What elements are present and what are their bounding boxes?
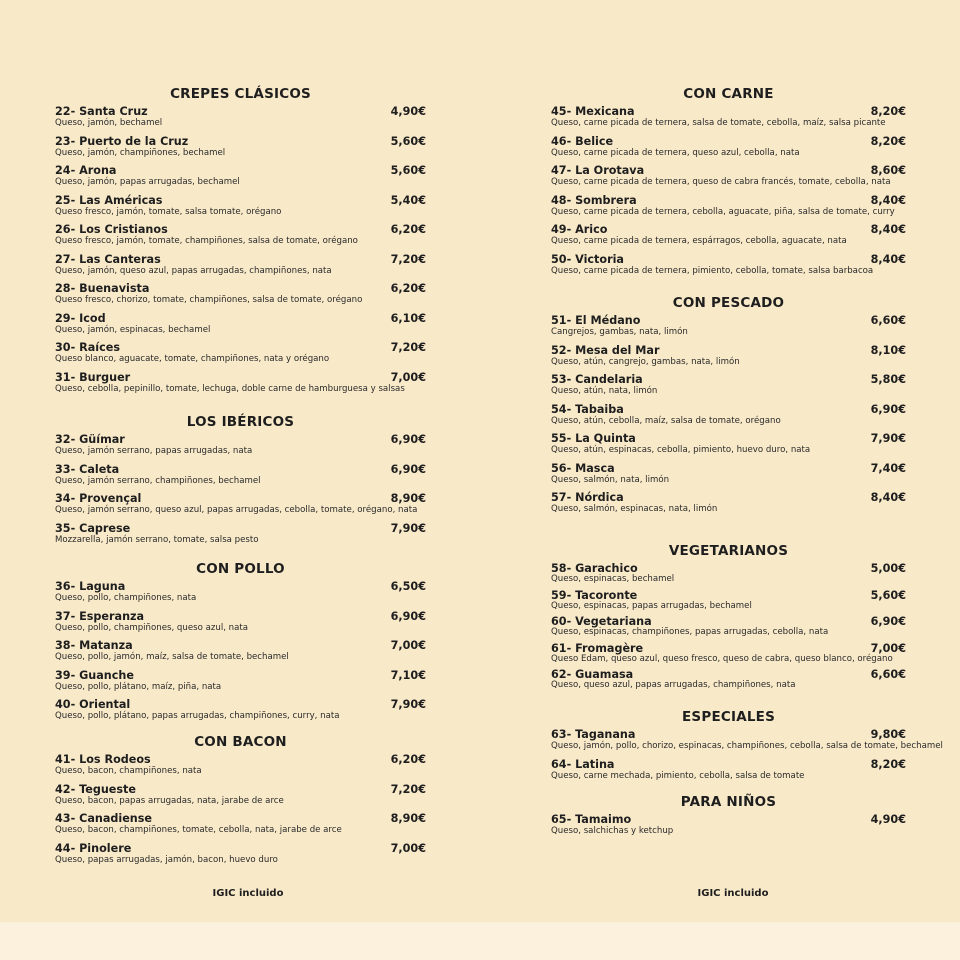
item-description: Queso, pollo, plátano, maíz, piña, nata — [55, 681, 222, 692]
item-name: 24- Arona — [55, 164, 117, 177]
menu-item — [551, 589, 906, 616]
footer-note-right: IGIC incluido — [697, 888, 769, 899]
section-con-pescado — [551, 294, 906, 521]
menu-item — [55, 194, 426, 224]
item-price: 7,00€ — [390, 639, 426, 652]
item-description: Queso, espinacas, papas arrugadas, bechamel — [551, 600, 752, 611]
menu-item — [55, 253, 426, 283]
menu-item — [55, 812, 426, 842]
item-description: Queso Edam, queso azul, queso fresco, queso de cabra, queso blanco, orégano — [551, 653, 893, 664]
item-description: Queso, espinacas, bechamel — [551, 574, 675, 584]
menu-item — [551, 373, 906, 403]
footer-note-left: IGIC incluido — [212, 888, 284, 899]
item-description: Queso, jamón, espinacas, bechamel — [55, 324, 211, 335]
item-description: Queso, pollo, champiñones, nata — [55, 593, 197, 603]
item-description: Queso, atún, cebolla, maíz, salsa de tomate, orégano — [551, 415, 781, 426]
item-description: Queso, carne picada de ternera, pimiento, cebolla, tomate, salsa barbacoa — [551, 265, 874, 276]
item-price: 4,90€ — [870, 813, 906, 826]
item-price: 6,20€ — [390, 753, 426, 766]
section-especiales — [551, 708, 943, 787]
menu-item — [55, 639, 426, 669]
item-description: Queso, espinacas, champiñones, papas arrugadas, cebolla, nata — [551, 627, 829, 637]
item-description: Queso, bacon, papas arrugadas, nata, jarabe de arce — [55, 795, 284, 806]
menu-item — [55, 105, 426, 135]
item-name: 54- Tabaiba — [551, 402, 624, 416]
item-price: 8,40€ — [870, 193, 906, 207]
section-title: CON PESCADO — [672, 295, 785, 311]
item-price: 5,60€ — [390, 134, 426, 148]
item-name: 41- Los Rodeos — [55, 753, 151, 766]
menu-item — [55, 463, 426, 493]
menu-item — [55, 164, 426, 194]
item-description: Queso, atún, espinacas, cebolla, pimiento, huevo duro, nata — [551, 445, 811, 455]
item-description: Queso, jamón, champiñones, bechamel — [55, 147, 226, 158]
item-name: 64- Latina — [551, 757, 615, 771]
item-name: 28- Buenavista — [55, 282, 150, 295]
section-title: ESPECIALES — [682, 709, 775, 725]
item-price: 7,90€ — [870, 432, 906, 445]
bottom-band — [0, 922, 960, 960]
item-price: 6,10€ — [390, 311, 426, 325]
item-price: 6,60€ — [870, 314, 906, 327]
item-description: Queso, atún, nata, limón — [551, 386, 658, 396]
item-name: 44- Pinolere — [55, 841, 132, 855]
menu-item — [551, 223, 906, 253]
item-description: Queso, jamón serrano, papas arrugadas, nata — [55, 446, 253, 456]
item-price: 4,90€ — [390, 105, 426, 118]
menu-item — [551, 668, 906, 695]
menu-item — [55, 610, 426, 640]
item-price: 7,00€ — [390, 841, 426, 855]
section-title: LOS IBÉRICOS — [186, 414, 295, 430]
item-name: 37- Esperanza — [55, 609, 145, 623]
item-name: 51- El Médano — [551, 314, 641, 327]
item-name: 25- Las Américas — [55, 193, 163, 207]
item-price: 8,60€ — [870, 164, 906, 177]
item-name: 27- Las Canteras — [55, 252, 161, 266]
item-description: Queso, salchichas y ketchup — [551, 826, 674, 836]
item-description: Queso, cebolla, pepinillo, tomate, lechuga, doble carne de hamburguesa y salsas — [55, 383, 405, 394]
item-name: 49- Arico — [551, 223, 608, 236]
item-name: 26- Los Cristianos — [55, 223, 168, 236]
menu-item — [551, 403, 906, 433]
item-description: Queso, pollo, plátano, papas arrugadas, champiñones, curry, nata — [55, 711, 340, 721]
item-name: 38- Matanza — [55, 639, 133, 652]
item-price: 6,90€ — [390, 433, 426, 446]
menu-item — [551, 462, 906, 492]
item-name: 47- La Orotava — [551, 164, 645, 177]
item-description: Queso fresco, jamón, tomate, salsa tomate, orégano — [55, 206, 282, 217]
item-name: 61- Fromagère — [551, 641, 644, 655]
item-description: Queso, jamón, queso azul, papas arrugadas, champiñones, nata — [55, 265, 332, 276]
item-price: 7,20€ — [390, 782, 426, 796]
item-price: 7,90€ — [390, 521, 426, 535]
item-name: 43- Canadiense — [55, 812, 153, 825]
section-los-ibericos — [55, 413, 426, 551]
item-price: 5,60€ — [870, 588, 906, 602]
item-name: 55- La Quinta — [551, 432, 636, 445]
item-description: Queso, pollo, jamón, maíz, salsa de tomate, bechamel — [55, 652, 289, 662]
item-name: 31- Burguer — [55, 370, 131, 384]
menu-item — [55, 698, 426, 728]
menu-item — [551, 642, 906, 669]
menu-item — [55, 223, 426, 253]
item-description: Queso, queso azul, papas arrugadas, champiñones, nata — [551, 680, 796, 690]
section-con-carne — [551, 85, 906, 282]
section-con-bacon — [55, 733, 426, 871]
item-description: Queso, bacon, champiñones, nata — [55, 766, 202, 776]
item-price: 6,20€ — [390, 223, 426, 236]
menu-item — [55, 371, 426, 401]
item-name: 32- Güímar — [55, 433, 125, 446]
item-description: Mozzarella, jamón serrano, tomate, salsa pesto — [55, 534, 259, 545]
menu-item — [55, 341, 426, 371]
menu-item — [55, 433, 426, 463]
section-title: CREPES CLÁSICOS — [170, 86, 311, 102]
item-description: Queso, carne picada de ternera, cebolla, aguacate, piña, salsa de tomate, curry — [551, 206, 895, 217]
item-price: 6,90€ — [390, 462, 426, 476]
menu-item — [55, 312, 426, 342]
item-price: 8,20€ — [870, 105, 906, 118]
menu-item — [551, 164, 906, 194]
menu-item — [551, 813, 906, 843]
item-description: Queso, carne picada de ternera, queso de cabra francés, tomate, cebolla, nata — [551, 177, 891, 187]
item-price: 7,40€ — [870, 461, 906, 475]
item-description: Queso, pollo, champiñones, queso azul, nata — [55, 622, 249, 633]
item-price: 7,20€ — [390, 341, 426, 354]
item-price: 8,20€ — [870, 757, 906, 771]
item-name: 63- Taganana — [551, 728, 636, 741]
item-price: 9,80€ — [870, 728, 906, 741]
menu-item — [55, 580, 426, 610]
section-title: CON CARNE — [683, 86, 774, 102]
item-description: Queso, atún, cangrejo, gambas, nata, limón — [551, 356, 740, 367]
item-name: 23- Puerto de la Cruz — [55, 134, 189, 148]
section-para-ninos — [551, 793, 906, 843]
item-description: Queso, carne mechada, pimiento, cebolla, salsa de tomate — [551, 770, 805, 781]
item-description: Queso, carne picada de ternera, queso azul, cebolla, nata — [551, 147, 800, 158]
menu-item — [55, 842, 426, 872]
item-name: 57- Nórdica — [551, 491, 624, 504]
section-title: PARA NIÑOS — [680, 794, 777, 810]
menu-item — [55, 753, 426, 783]
item-name: 34- Provençal — [55, 492, 142, 505]
item-price: 7,10€ — [390, 668, 426, 682]
item-description: Queso, jamón, bechamel — [55, 118, 163, 128]
item-name: 36- Laguna — [55, 580, 126, 593]
item-price: 8,90€ — [390, 812, 426, 825]
menu-item — [55, 492, 426, 522]
item-price: 6,90€ — [870, 615, 906, 628]
item-name: 29- Icod — [55, 311, 106, 325]
item-price: 7,20€ — [390, 252, 426, 266]
item-name: 53- Candelaria — [551, 373, 643, 386]
menu-item — [55, 282, 426, 312]
item-description: Queso, jamón, pollo, chorizo, espinacas, champiñones, cebolla, salsa de tomate, bechamel — [551, 741, 943, 751]
item-name: 50- Victoria — [551, 252, 624, 266]
menu-item — [551, 615, 906, 642]
item-name: 42- Tegueste — [55, 782, 136, 796]
item-price: 8,90€ — [390, 492, 426, 505]
menu-item — [55, 783, 426, 813]
section-title: CON POLLO — [196, 561, 285, 577]
item-name: 59- Tacoronte — [551, 588, 638, 602]
menu-item — [551, 491, 906, 521]
item-price: 6,60€ — [870, 668, 906, 681]
item-description: Queso, salmón, espinacas, nata, limón — [551, 504, 718, 514]
item-price: 8,40€ — [870, 252, 906, 266]
item-description: Queso, carne picada de ternera, salsa de tomate, cebolla, maíz, salsa picante — [551, 118, 886, 128]
item-price: 8,10€ — [870, 343, 906, 357]
menu-item — [551, 135, 906, 165]
item-description: Queso fresco, jamón, tomate, champiñones, salsa de tomate, orégano — [55, 236, 358, 246]
item-price: 8,20€ — [870, 134, 906, 148]
item-price: 5,80€ — [870, 373, 906, 386]
item-price: 5,40€ — [390, 193, 426, 207]
item-name: 39- Guanche — [55, 668, 134, 682]
section-title: CON BACON — [194, 734, 287, 750]
item-price: 7,00€ — [870, 641, 906, 655]
menu-item — [551, 105, 906, 135]
item-name: 60- Vegetariana — [551, 615, 652, 628]
item-price: 5,60€ — [390, 164, 426, 177]
item-price: 7,00€ — [390, 370, 426, 384]
item-name: 56- Masca — [551, 461, 615, 475]
item-price: 6,90€ — [390, 609, 426, 623]
menu-item — [55, 135, 426, 165]
item-name: 46- Belice — [551, 134, 614, 148]
section-vegetarianos — [551, 542, 906, 695]
section-con-pollo — [55, 560, 426, 728]
menu-item — [551, 728, 943, 758]
item-price: 8,40€ — [870, 223, 906, 236]
menu-item — [551, 758, 906, 788]
menu-item — [551, 253, 906, 283]
item-description: Queso, jamón, papas arrugadas, bechamel — [55, 177, 240, 187]
item-name: 65- Tamaimo — [551, 813, 632, 826]
item-price: 6,50€ — [390, 580, 426, 593]
item-description: Queso fresco, chorizo, tomate, champiñones, salsa de tomate, orégano — [55, 295, 363, 305]
item-name: 30- Raíces — [55, 341, 120, 354]
item-name: 52- Mesa del Mar — [551, 343, 660, 357]
section-title: VEGETARIANOS — [668, 543, 789, 559]
item-name: 33- Caleta — [55, 462, 120, 476]
menu-item — [55, 522, 426, 552]
item-name: 45- Mexicana — [551, 105, 635, 118]
item-price: 5,00€ — [870, 562, 906, 575]
item-name: 22- Santa Cruz — [55, 105, 148, 118]
menu-item — [551, 432, 906, 462]
item-description: Queso, papas arrugadas, jamón, bacon, huevo duro — [55, 854, 278, 865]
menu-item — [551, 194, 906, 224]
item-description: Queso, jamón serrano, queso azul, papas arrugadas, cebolla, tomate, orégano, nata — [55, 505, 418, 515]
menu-item — [551, 314, 906, 344]
menu-item — [551, 344, 906, 374]
item-price: 8,40€ — [870, 491, 906, 504]
item-price: 6,20€ — [390, 282, 426, 295]
menu-item — [55, 669, 426, 699]
item-name: 62- Guamasa — [551, 668, 634, 681]
item-name: 48- Sombrera — [551, 193, 637, 207]
section-crepes-clasicos — [55, 85, 426, 400]
item-name: 35- Caprese — [55, 521, 131, 535]
menu-item — [551, 562, 906, 589]
item-name: 58- Garachico — [551, 562, 638, 575]
item-name: 40- Oriental — [55, 698, 131, 711]
item-price: 7,90€ — [390, 698, 426, 711]
item-description: Cangrejos, gambas, nata, limón — [551, 327, 688, 337]
item-price: 6,90€ — [870, 402, 906, 416]
item-description: Queso blanco, aguacate, tomate, champiñones, nata y orégano — [55, 354, 330, 364]
item-description: Queso, jamón serrano, champiñones, bechamel — [55, 475, 261, 486]
item-description: Queso, salmón, nata, limón — [551, 474, 670, 485]
item-description: Queso, bacon, champiñones, tomate, cebolla, nata, jarabe de arce — [55, 825, 342, 835]
item-description: Queso, carne picada de ternera, espárragos, cebolla, aguacate, nata — [551, 236, 847, 246]
